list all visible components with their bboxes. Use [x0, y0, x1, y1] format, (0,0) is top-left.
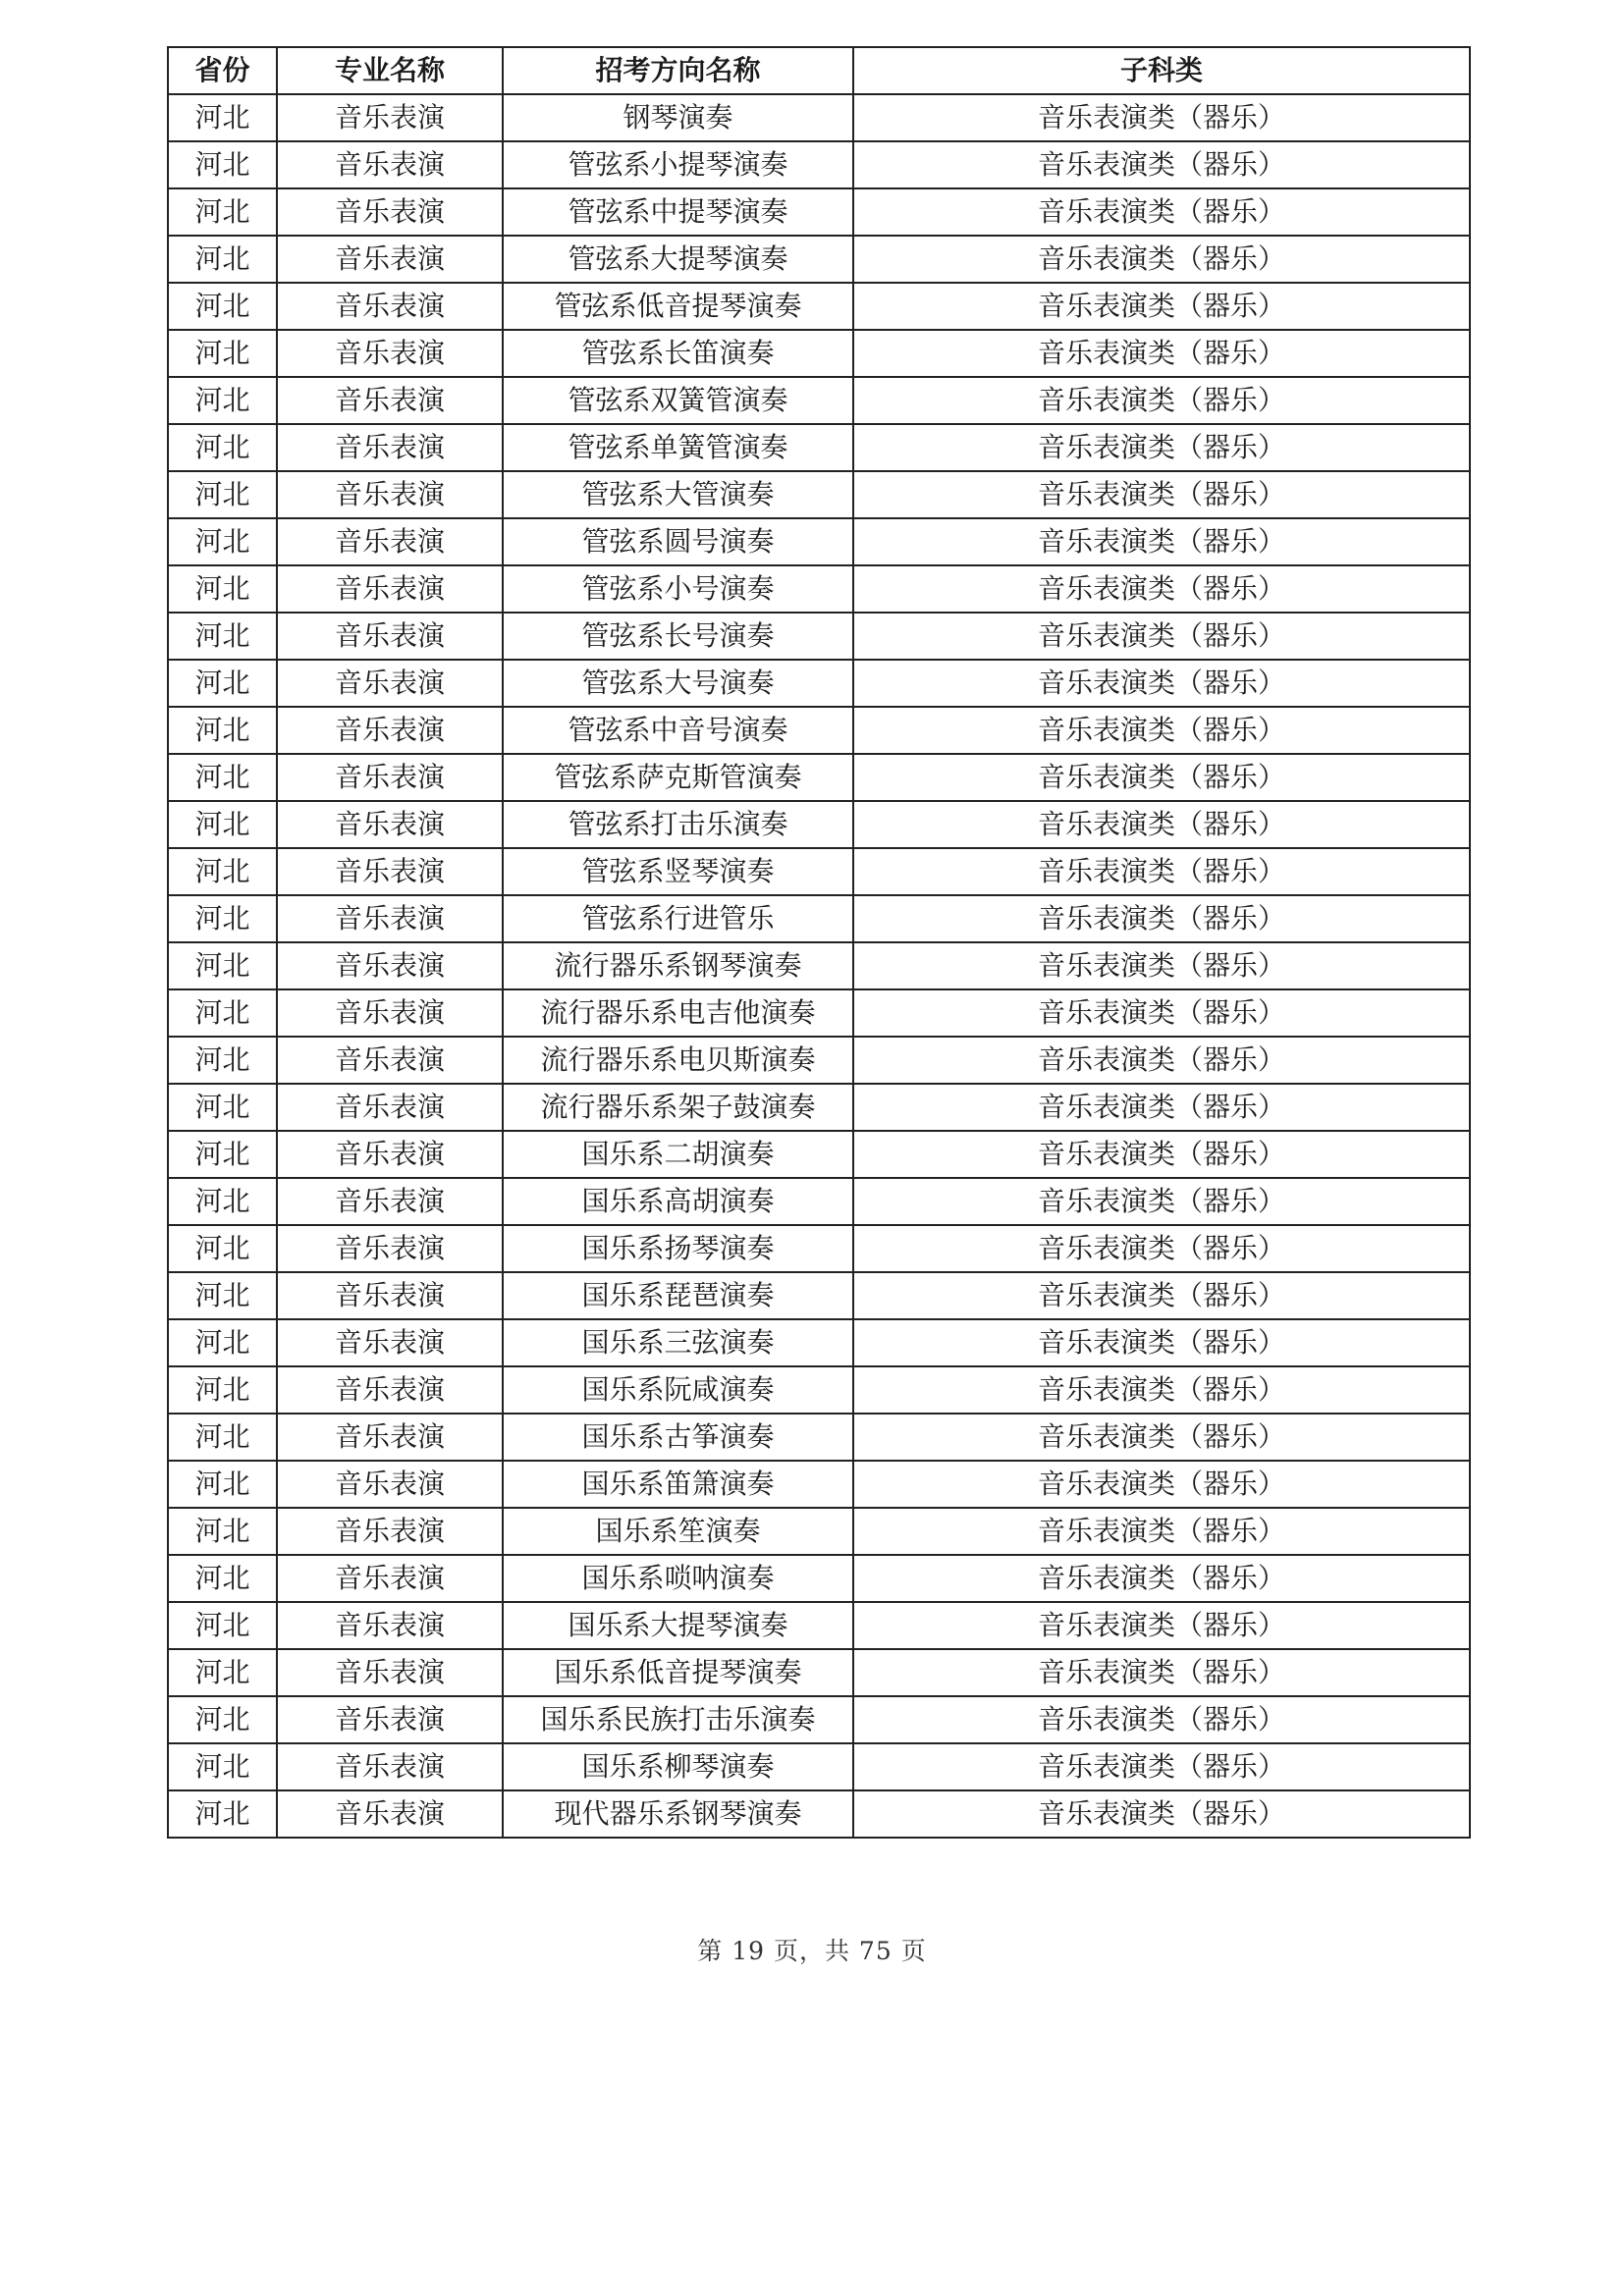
cell-major-name: 音乐表演 [277, 1131, 503, 1178]
table-row [168, 895, 1470, 942]
table-row [168, 660, 1470, 707]
table-row [168, 1225, 1470, 1272]
cell-province: 河北 [168, 1272, 277, 1319]
cell-province: 河北 [168, 330, 277, 377]
cell-major-name: 音乐表演 [277, 801, 503, 848]
cell-subcategory: 音乐表演类（器乐） [853, 1649, 1470, 1696]
table-row [168, 377, 1470, 424]
table-row [168, 1696, 1470, 1743]
cell-direction-name: 管弦系长笛演奏 [503, 330, 853, 377]
cell-province: 河北 [168, 1461, 277, 1508]
cell-direction-name: 管弦系圆号演奏 [503, 518, 853, 565]
cell-subcategory: 音乐表演类（器乐） [853, 660, 1470, 707]
cell-direction-name: 国乐系二胡演奏 [503, 1131, 853, 1178]
cell-direction-name: 国乐系柳琴演奏 [503, 1743, 853, 1790]
cell-subcategory: 音乐表演类（器乐） [853, 471, 1470, 518]
cell-province: 河北 [168, 471, 277, 518]
cell-major-name: 音乐表演 [277, 1272, 503, 1319]
cell-direction-name: 流行器乐系架子鼓演奏 [503, 1084, 853, 1131]
cell-direction-name: 管弦系大提琴演奏 [503, 236, 853, 283]
cell-major-name: 音乐表演 [277, 565, 503, 613]
cell-major-name: 音乐表演 [277, 1743, 503, 1790]
cell-major-name: 音乐表演 [277, 1178, 503, 1225]
cell-province: 河北 [168, 1696, 277, 1743]
table-row [168, 424, 1470, 471]
cell-subcategory: 音乐表演类（器乐） [853, 1508, 1470, 1555]
table-row [168, 942, 1470, 989]
table-row [168, 1461, 1470, 1508]
table-row [168, 1037, 1470, 1084]
cell-province: 河北 [168, 989, 277, 1037]
cell-direction-name: 管弦系大管演奏 [503, 471, 853, 518]
cell-province: 河北 [168, 1649, 277, 1696]
table-row [168, 1555, 1470, 1602]
cell-major-name: 音乐表演 [277, 1649, 503, 1696]
table-body [168, 94, 1470, 1838]
table-row [168, 1319, 1470, 1366]
cell-province: 河北 [168, 1414, 277, 1461]
cell-major-name: 音乐表演 [277, 1461, 503, 1508]
cell-major-name: 音乐表演 [277, 942, 503, 989]
cell-province: 河北 [168, 1508, 277, 1555]
cell-province: 河北 [168, 1178, 277, 1225]
cell-province: 河北 [168, 754, 277, 801]
cell-direction-name: 管弦系中音号演奏 [503, 707, 853, 754]
table-row [168, 1743, 1470, 1790]
cell-major-name: 音乐表演 [277, 94, 503, 141]
cell-major-name: 音乐表演 [277, 1084, 503, 1131]
cell-direction-name: 管弦系小提琴演奏 [503, 141, 853, 188]
cell-major-name: 音乐表演 [277, 141, 503, 188]
cell-direction-name: 管弦系打击乐演奏 [503, 801, 853, 848]
cell-subcategory: 音乐表演类（器乐） [853, 1461, 1470, 1508]
table-row [168, 236, 1470, 283]
cell-subcategory: 音乐表演类（器乐） [853, 942, 1470, 989]
cell-major-name: 音乐表演 [277, 283, 503, 330]
cell-direction-name: 流行器乐系电吉他演奏 [503, 989, 853, 1037]
cell-direction-name: 流行器乐系钢琴演奏 [503, 942, 853, 989]
table-row [168, 707, 1470, 754]
cell-province: 河北 [168, 660, 277, 707]
header-subcategory: 子科类 [853, 47, 1470, 94]
cell-direction-name: 管弦系大号演奏 [503, 660, 853, 707]
page-footer: 第 19 页，共 75 页 [697, 1937, 927, 1965]
cell-province: 河北 [168, 283, 277, 330]
cell-province: 河北 [168, 1743, 277, 1790]
cell-major-name: 音乐表演 [277, 660, 503, 707]
cell-direction-name: 国乐系低音提琴演奏 [503, 1649, 853, 1696]
cell-subcategory: 音乐表演类（器乐） [853, 1178, 1470, 1225]
cell-direction-name: 管弦系低音提琴演奏 [503, 283, 853, 330]
cell-subcategory: 音乐表演类（器乐） [853, 1225, 1470, 1272]
cell-direction-name: 国乐系笛箫演奏 [503, 1461, 853, 1508]
cell-subcategory: 音乐表演类（器乐） [853, 1696, 1470, 1743]
cell-direction-name: 管弦系竖琴演奏 [503, 848, 853, 895]
cell-province: 河北 [168, 1225, 277, 1272]
cell-subcategory: 音乐表演类（器乐） [853, 518, 1470, 565]
table-row [168, 1178, 1470, 1225]
cell-direction-name: 国乐系唢呐演奏 [503, 1555, 853, 1602]
cell-subcategory: 音乐表演类（器乐） [853, 283, 1470, 330]
cell-major-name: 音乐表演 [277, 188, 503, 236]
cell-province: 河北 [168, 1084, 277, 1131]
cell-subcategory: 音乐表演类（器乐） [853, 565, 1470, 613]
cell-province: 河北 [168, 1366, 277, 1414]
table-row [168, 1131, 1470, 1178]
table-row [168, 188, 1470, 236]
cell-subcategory: 音乐表演类（器乐） [853, 848, 1470, 895]
cell-direction-name: 现代器乐系钢琴演奏 [503, 1790, 853, 1838]
cell-major-name: 音乐表演 [277, 1225, 503, 1272]
cell-direction-name: 国乐系扬琴演奏 [503, 1225, 853, 1272]
table-row [168, 565, 1470, 613]
table-row [168, 1649, 1470, 1696]
cell-province: 河北 [168, 848, 277, 895]
cell-major-name: 音乐表演 [277, 754, 503, 801]
cell-subcategory: 音乐表演类（器乐） [853, 377, 1470, 424]
cell-subcategory: 音乐表演类（器乐） [853, 188, 1470, 236]
cell-major-name: 音乐表演 [277, 1602, 503, 1649]
cell-subcategory: 音乐表演类（器乐） [853, 895, 1470, 942]
header-row [168, 47, 1470, 94]
cell-direction-name: 管弦系萨克斯管演奏 [503, 754, 853, 801]
cell-province: 河北 [168, 1790, 277, 1838]
cell-major-name: 音乐表演 [277, 471, 503, 518]
cell-province: 河北 [168, 942, 277, 989]
cell-province: 河北 [168, 1319, 277, 1366]
cell-major-name: 音乐表演 [277, 613, 503, 660]
cell-province: 河北 [168, 377, 277, 424]
cell-direction-name: 管弦系中提琴演奏 [503, 188, 853, 236]
cell-subcategory: 音乐表演类（器乐） [853, 1555, 1470, 1602]
cell-major-name: 音乐表演 [277, 1319, 503, 1366]
table-row [168, 1272, 1470, 1319]
cell-subcategory: 音乐表演类（器乐） [853, 707, 1470, 754]
header-province: 省份 [168, 47, 277, 94]
header-major-name: 专业名称 [277, 47, 503, 94]
cell-direction-name: 管弦系双簧管演奏 [503, 377, 853, 424]
cell-province: 河北 [168, 801, 277, 848]
cell-direction-name: 国乐系大提琴演奏 [503, 1602, 853, 1649]
cell-subcategory: 音乐表演类（器乐） [853, 801, 1470, 848]
cell-subcategory: 音乐表演类（器乐） [853, 754, 1470, 801]
cell-major-name: 音乐表演 [277, 895, 503, 942]
cell-province: 河北 [168, 1131, 277, 1178]
table-row [168, 330, 1470, 377]
table-row [168, 989, 1470, 1037]
cell-major-name: 音乐表演 [277, 848, 503, 895]
table-row [168, 518, 1470, 565]
cell-subcategory: 音乐表演类（器乐） [853, 1602, 1470, 1649]
cell-direction-name: 国乐系高胡演奏 [503, 1178, 853, 1225]
cell-subcategory: 音乐表演类（器乐） [853, 1272, 1470, 1319]
cell-major-name: 音乐表演 [277, 424, 503, 471]
cell-province: 河北 [168, 565, 277, 613]
cell-major-name: 音乐表演 [277, 518, 503, 565]
cell-province: 河北 [168, 895, 277, 942]
table-row [168, 283, 1470, 330]
cell-major-name: 音乐表演 [277, 1790, 503, 1838]
cell-major-name: 音乐表演 [277, 236, 503, 283]
cell-subcategory: 音乐表演类（器乐） [853, 94, 1470, 141]
cell-direction-name: 管弦系小号演奏 [503, 565, 853, 613]
cell-direction-name: 国乐系民族打击乐演奏 [503, 1696, 853, 1743]
cell-province: 河北 [168, 1037, 277, 1084]
cell-direction-name: 国乐系三弦演奏 [503, 1319, 853, 1366]
table-row [168, 141, 1470, 188]
cell-direction-name: 钢琴演奏 [503, 94, 853, 141]
cell-province: 河北 [168, 613, 277, 660]
cell-subcategory: 音乐表演类（器乐） [853, 1037, 1470, 1084]
cell-subcategory: 音乐表演类（器乐） [853, 236, 1470, 283]
table-row [168, 1602, 1470, 1649]
cell-province: 河北 [168, 94, 277, 141]
cell-subcategory: 音乐表演类（器乐） [853, 989, 1470, 1037]
cell-subcategory: 音乐表演类（器乐） [853, 1743, 1470, 1790]
cell-province: 河北 [168, 141, 277, 188]
cell-direction-name: 管弦系行进管乐 [503, 895, 853, 942]
cell-major-name: 音乐表演 [277, 1508, 503, 1555]
cell-province: 河北 [168, 188, 277, 236]
cell-major-name: 音乐表演 [277, 330, 503, 377]
cell-direction-name: 国乐系古筝演奏 [503, 1414, 853, 1461]
cell-subcategory: 音乐表演类（器乐） [853, 1131, 1470, 1178]
cell-subcategory: 音乐表演类（器乐） [853, 613, 1470, 660]
table-row [168, 1790, 1470, 1838]
cell-major-name: 音乐表演 [277, 1366, 503, 1414]
cell-major-name: 音乐表演 [277, 1555, 503, 1602]
table-row [168, 1414, 1470, 1461]
admissions-table [167, 46, 1471, 1839]
cell-direction-name: 国乐系阮咸演奏 [503, 1366, 853, 1414]
cell-subcategory: 音乐表演类（器乐） [853, 1084, 1470, 1131]
cell-direction-name: 流行器乐系电贝斯演奏 [503, 1037, 853, 1084]
table-header [168, 47, 1470, 94]
cell-province: 河北 [168, 518, 277, 565]
table-row [168, 754, 1470, 801]
cell-direction-name: 国乐系琵琶演奏 [503, 1272, 853, 1319]
table-row [168, 801, 1470, 848]
cell-subcategory: 音乐表演类（器乐） [853, 1414, 1470, 1461]
cell-major-name: 音乐表演 [277, 1037, 503, 1084]
cell-major-name: 音乐表演 [277, 1696, 503, 1743]
cell-subcategory: 音乐表演类（器乐） [853, 1790, 1470, 1838]
cell-major-name: 音乐表演 [277, 377, 503, 424]
cell-major-name: 音乐表演 [277, 707, 503, 754]
cell-province: 河北 [168, 236, 277, 283]
cell-province: 河北 [168, 424, 277, 471]
cell-subcategory: 音乐表演类（器乐） [853, 1319, 1470, 1366]
cell-province: 河北 [168, 707, 277, 754]
table-row [168, 94, 1470, 141]
cell-subcategory: 音乐表演类（器乐） [853, 330, 1470, 377]
cell-direction-name: 管弦系单簧管演奏 [503, 424, 853, 471]
cell-subcategory: 音乐表演类（器乐） [853, 141, 1470, 188]
table-row [168, 848, 1470, 895]
cell-province: 河北 [168, 1602, 277, 1649]
table-row [168, 1084, 1470, 1131]
table-row [168, 1366, 1470, 1414]
cell-major-name: 音乐表演 [277, 989, 503, 1037]
cell-direction-name: 国乐系笙演奏 [503, 1508, 853, 1555]
table-row [168, 471, 1470, 518]
cell-province: 河北 [168, 1555, 277, 1602]
cell-direction-name: 管弦系长号演奏 [503, 613, 853, 660]
cell-subcategory: 音乐表演类（器乐） [853, 424, 1470, 471]
table-row [168, 1508, 1470, 1555]
cell-subcategory: 音乐表演类（器乐） [853, 1366, 1470, 1414]
cell-major-name: 音乐表演 [277, 1414, 503, 1461]
table-row [168, 613, 1470, 660]
header-direction-name: 招考方向名称 [503, 47, 853, 94]
